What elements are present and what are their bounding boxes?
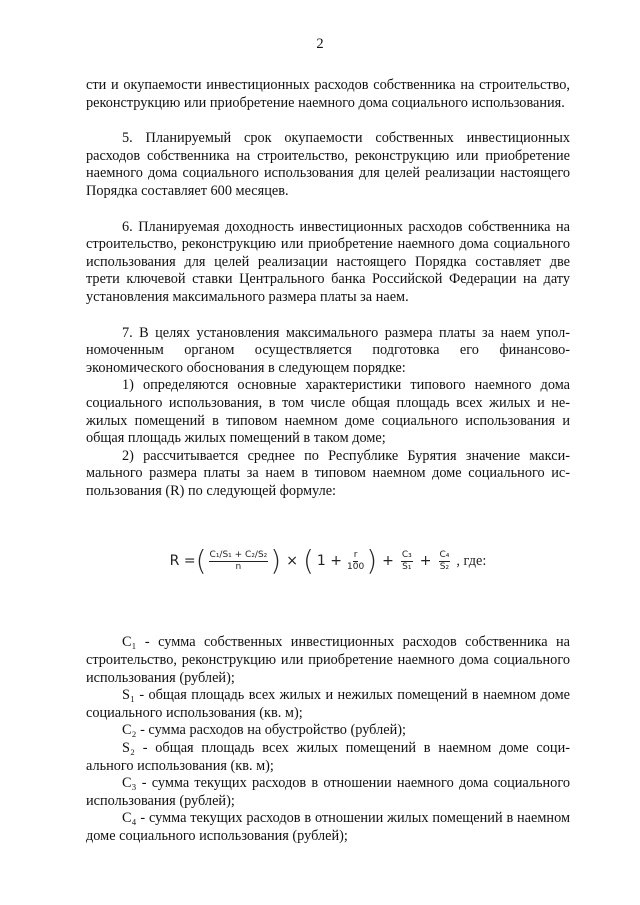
formula-fraction-1 (209, 550, 269, 573)
formula-paren-open-2: ( (302, 544, 314, 578)
formula-plus-1: + (382, 552, 394, 569)
formula-times: × (286, 552, 298, 569)
definition-s1: S₁ - общая площадь всех жилых и нежилых помещений в наемном доме социального использования (кв. м); (86, 687, 570, 721)
definition-c2: С₂ - сумма расходов на обустройство (рублей); (122, 722, 406, 739)
paragraph-7-item-1: 1) определяются основные характеристики типового наемного дома социального использования, в том числе общая площадь всех жилых и нежилых помещений в типовом наемном доме социального использования и общая площадь жилых помещений в таком доме; (86, 377, 570, 447)
document-body (86, 77, 570, 846)
definitions-list (86, 634, 570, 845)
formula-fraction-4 (439, 550, 451, 573)
formula-fraction-3-denominator: S₁ (402, 561, 412, 572)
formula-fraction-2-numerator: r (353, 549, 358, 560)
formula-one-plus: 1 + (316, 552, 342, 569)
formula-plus-2: + (419, 552, 432, 569)
paragraph-5: 5. Планируемый срок окупаемости собственных инвестиционных расходов собственника на строительство, реконструкцию или приобретение наемного дома социального использования для целей реализации настоящего Порядка составляет 600 месяцев. (86, 130, 570, 199)
formula-lhs: R = (169, 552, 196, 569)
formula-fraction-4-denominator: S₂ (439, 561, 450, 572)
paragraph-6: 6. Планируемая доходность инвестиционных расходов собственника на строительство, реконструкцию или приобретение наемного дома социального использования для целей реализации настоящего Порядка составляет две трети ключевой ставки Центрального банка Российской Федерации на дату установления максимального размера платы за наем. (86, 218, 570, 305)
formula-fraction-4-numerator: C₄ (439, 549, 450, 560)
definition-c4: С₄ - сумма текущих расходов в отношении жилых помещений в наемном доме социального использования (рублей); (86, 810, 570, 844)
formula-fraction-2 (347, 550, 364, 573)
definition-s2: S₂ - общая площадь всех жилых помещений в наемном доме социального использования (кв. м); (86, 740, 570, 774)
definition-c1: С₁ - сумма собственных инвестиционных расходов собственника на строительство, реконструкцию или приобретение наемного дома социального использования (рублей); (86, 634, 570, 686)
paragraph-continuation: сти и окупаемости инвестиционных расходов собственника на строительство, реконструкцию или приобретение наемного дома социального использования. (86, 77, 570, 111)
formula-fraction-3-numerator: C₃ (401, 549, 412, 560)
paragraph-7-item-2: 2) рассчитывается среднее по Республике Бурятия значение максимального размера платы за наем в типовом наемном доме социального использования (R) по следующей формуле: (86, 447, 570, 499)
formula-paren-open-1: ( (195, 544, 207, 578)
formula-paren-close-1: ) (270, 544, 282, 578)
page-number: 2 (316, 36, 324, 52)
definition-c3: С₃ - сумма текущих расходов в отношении наемного дома социального использования (рублей); (86, 775, 570, 809)
formula-suffix: , где: (456, 552, 487, 569)
formula-fraction-3 (401, 550, 413, 573)
formula-fraction-1-denominator: n (235, 561, 242, 572)
formula-fraction-1-numerator: C₁/S₁ + C₂/S₂ (209, 549, 268, 560)
formula (86, 540, 570, 582)
formula-paren-close-2: ) (366, 544, 378, 578)
paragraph-7: 7. В целях установления максимального размера платы за наем уполномоченным органом осуществляется подготовка его финансово-экономического обоснования в следующем порядке: (86, 324, 570, 376)
formula-fraction-2-denominator: 100 (347, 561, 365, 572)
